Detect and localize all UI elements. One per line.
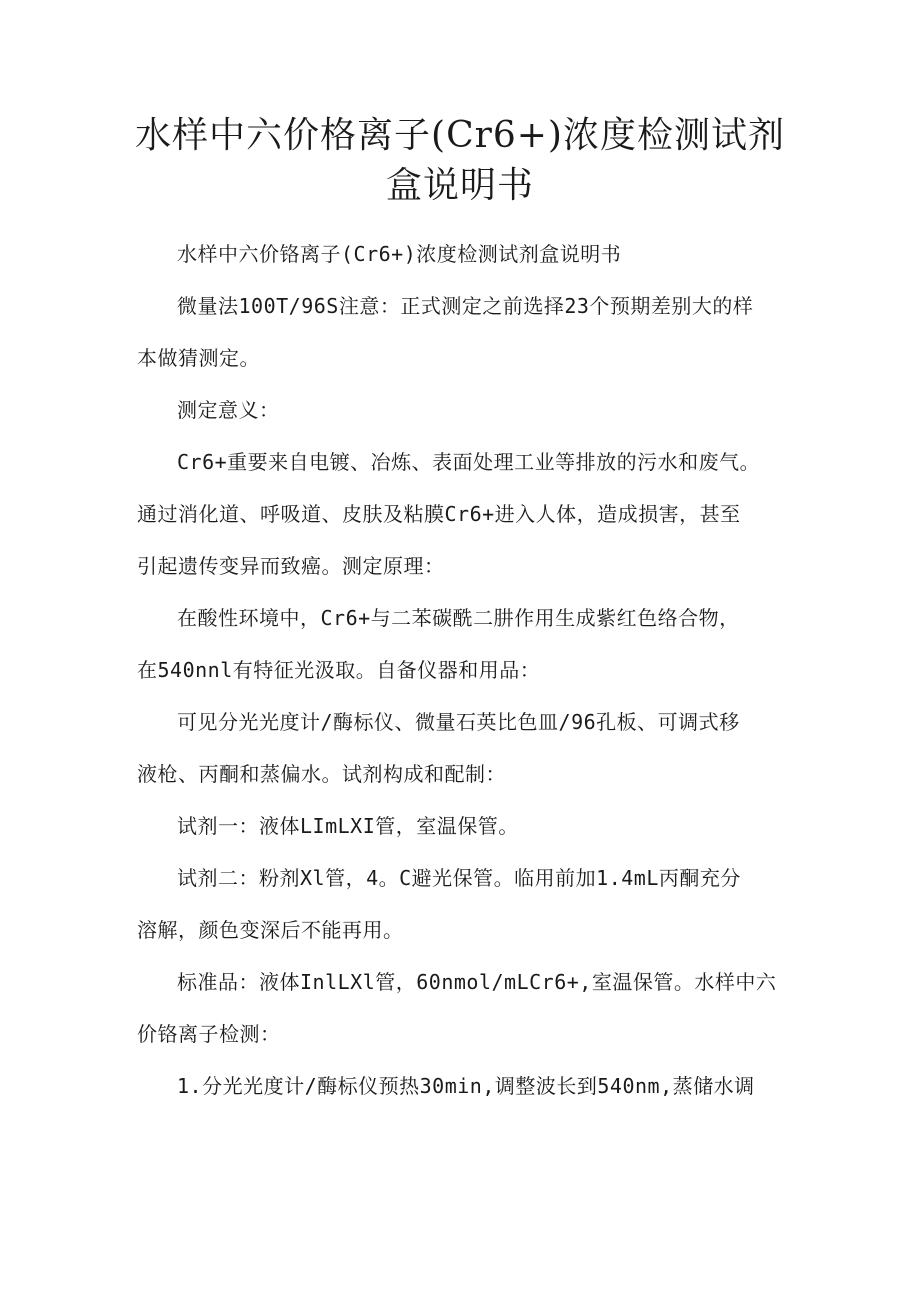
text-line: Cr6+重要来自电镀、冶炼、表面处理工业等排放的污水和废气。 [177, 450, 761, 474]
paragraph-8 [137, 852, 787, 956]
paragraph-9 [137, 956, 787, 1060]
text-line: 可见分光光度计/酶标仪、微量石英比色皿/96孔板、可调式移 [177, 710, 740, 734]
text-line: 标准品：液体InlLXl管，60nmol/mLCr6+,室温保管。水样中六 [177, 970, 777, 994]
text-line: 在540nnl有特征光汲取。自备仪器和用品： [137, 658, 541, 682]
document-body [137, 228, 787, 1112]
text-line: 水样中六价铬离子(Cr6+)浓度检测试剂盒说明书 [177, 242, 622, 266]
text-line: 引起遗传变异而致癌。测定原理： [137, 554, 445, 578]
text-line: 通过消化道、呼吸道、皮肤及粘膜Cr6+进入人体，造成损害，甚至 [137, 502, 741, 526]
paragraph-4 [137, 436, 787, 592]
text-line: 液枪、丙酮和蒸偏水。试剂构成和配制： [137, 762, 506, 786]
text-line: 1.分光光度计/酶标仪预热30min,调整波长到540nm,蒸储水调 [177, 1074, 755, 1098]
paragraph-10 [137, 1060, 787, 1112]
text-line: 试剂二：粉剂Xl管，4。C避光保管。临用前加1.4mL丙酮充分 [177, 866, 741, 890]
paragraph-1 [137, 228, 787, 280]
paragraph-7 [137, 800, 787, 852]
paragraph-5 [137, 592, 787, 696]
text-line: 测定意义： [177, 398, 280, 422]
paragraph-3 [137, 384, 787, 436]
text-line: 价铬离子检测： [137, 1022, 281, 1046]
document-title-line-2: 盒说明书 [385, 165, 534, 206]
paragraph-6 [137, 696, 787, 800]
text-line: 在酸性环境中，Cr6+与二苯碳酰二肼作用生成紫红色络合物， [177, 606, 740, 630]
text-line: 溶解，颜色变深后不能再用。 [137, 918, 404, 942]
document-title-line-1: 水样中六价格离子(Cr6+)浓度检测试剂 [135, 115, 785, 156]
text-line: 微量法100T/96S注意：正式测定之前选择23个预期差别大的样 [177, 294, 754, 318]
text-line: 试剂一：液体LImLXI管，室温保管。 [177, 814, 519, 838]
paragraph-2 [137, 280, 787, 384]
text-line: 本做猜测定。 [137, 346, 260, 370]
